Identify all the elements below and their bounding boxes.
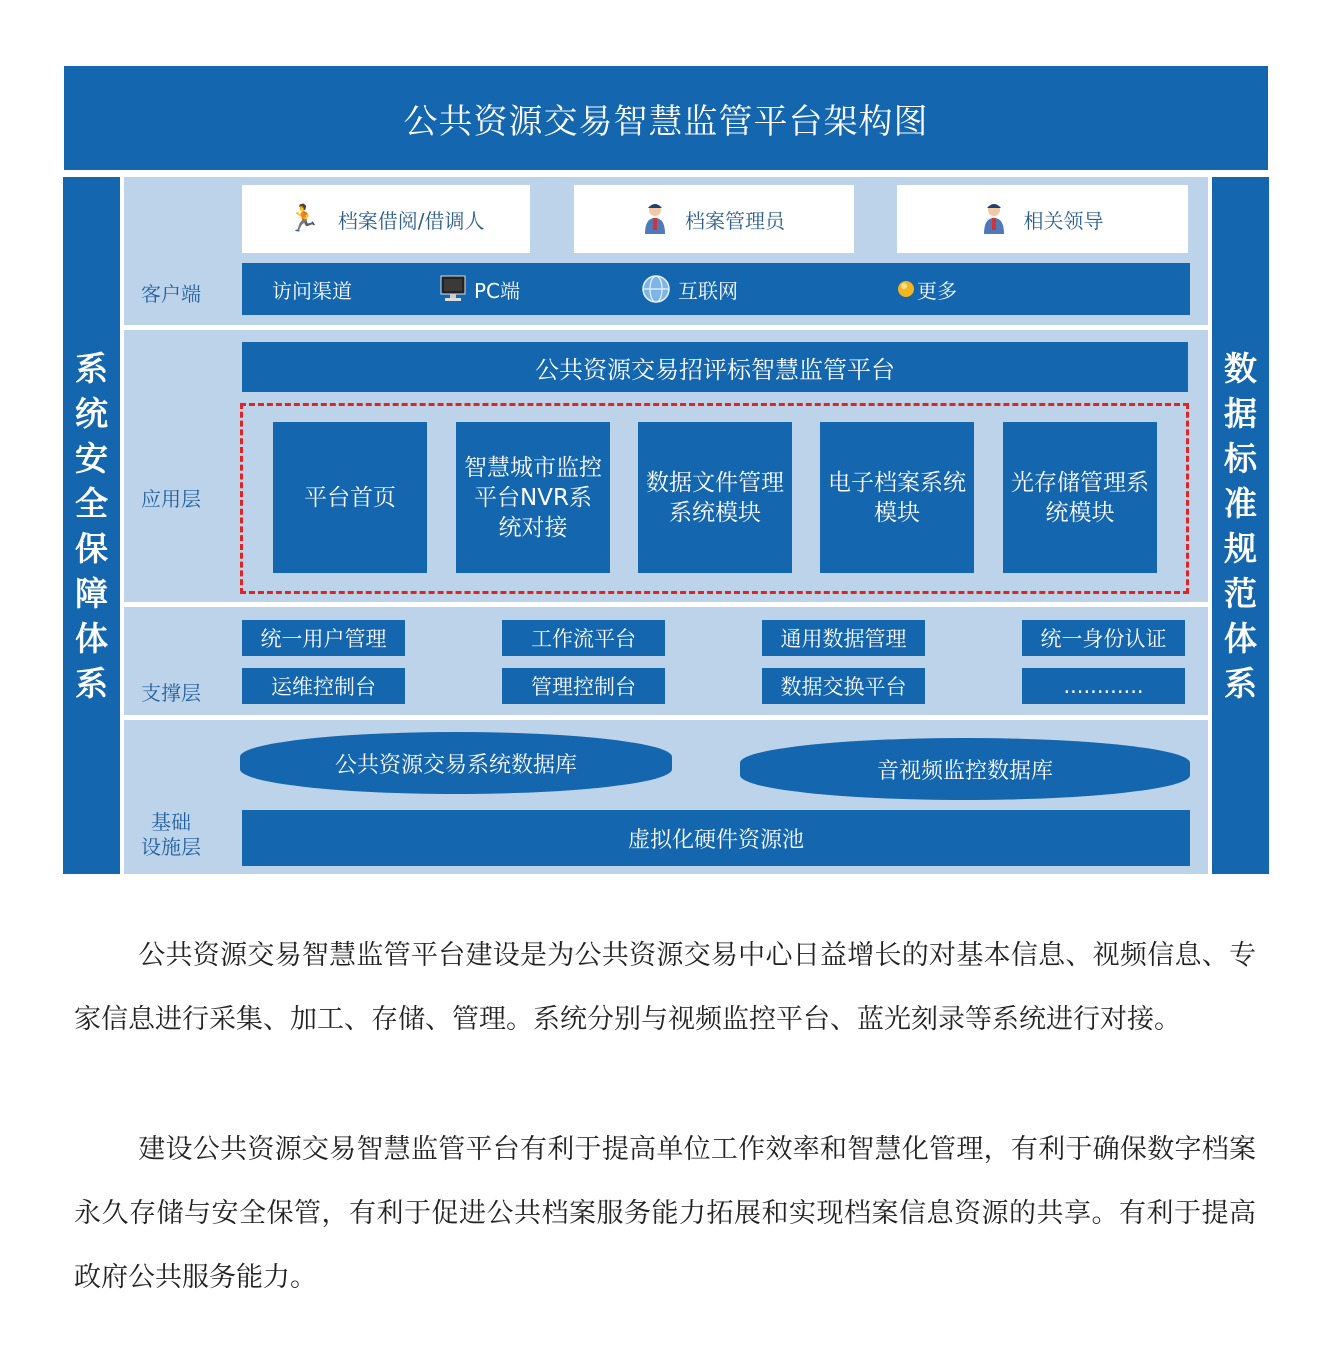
support-item: 工作流平台 — [502, 620, 665, 656]
right-col-char: 标 — [1224, 438, 1257, 478]
left-col-char: 保 — [75, 528, 108, 568]
left-col-char: 体 — [75, 618, 108, 658]
access-channel-bar — [242, 263, 1190, 315]
channel-more — [897, 263, 957, 315]
channel-pc — [440, 263, 520, 315]
module-e-archive: 电子档案系统模块 — [820, 422, 974, 573]
person-icon — [643, 202, 667, 236]
channel-internet — [642, 263, 738, 315]
diagram-title: 公共资源交易智慧监管平台架构图 — [64, 66, 1268, 170]
paragraph-1-text: 公共资源交易智慧监管平台建设是为公共资源交易中心日益增长的对基本信息、视频信息、专家信息进行采集、加工、存储、管理。系统分别与视频监控平台、蓝光刻录等系统进行对接。 — [74, 940, 1256, 1035]
paragraph-2-text: 建设公共资源交易智慧监管平台有利于提高单位工作效率和智慧化管理，有利于确保数字档案永久存储与安全保管，有利于促进公共档案服务能力拓展和实现档案信息资源的共享。有利于提高政府公共服务能力。 — [74, 1134, 1256, 1293]
left-col-char: 系 — [75, 348, 108, 388]
channel-item-label: 互联网 — [678, 278, 738, 303]
support-item: 管理控制台 — [502, 668, 665, 704]
database-av-monitoring: 音视频监控数据库 — [740, 738, 1190, 800]
computer-icon — [440, 275, 466, 303]
platform-bar: 公共资源交易招评标智慧监管平台 — [242, 342, 1188, 392]
user-label: 相关领导 — [1023, 208, 1104, 233]
user-leader — [897, 185, 1188, 253]
user-label: 档案借阅/借调人 — [337, 208, 485, 233]
running-person-icon: 🏃 — [287, 204, 320, 234]
module-optical-storage: 光存储管理系统模块 — [1003, 422, 1157, 573]
support-item: 统一身份认证 — [1022, 620, 1185, 656]
infra-label-line1: 基础 — [151, 810, 191, 834]
user-label: 档案管理员 — [685, 208, 785, 233]
paragraph-1 — [74, 924, 1256, 1052]
data-standard-column — [1212, 177, 1269, 874]
support-layer-label: 支撑层 — [141, 681, 201, 705]
support-item: 数据交换平台 — [762, 668, 925, 704]
left-col-char: 障 — [75, 573, 108, 613]
right-col-char: 体 — [1224, 618, 1257, 658]
left-col-char: 系 — [75, 663, 108, 703]
user-borrower — [242, 185, 530, 253]
left-col-char: 统 — [75, 393, 108, 433]
module-nvr: 智慧城市监控平台NVR系统对接 — [456, 422, 610, 573]
right-col-char: 据 — [1224, 393, 1257, 433]
channel-item-label: PC端 — [474, 278, 521, 303]
right-col-char: 数 — [1224, 348, 1257, 388]
client-layer-label: 客户端 — [141, 282, 201, 306]
paragraph-2 — [74, 1118, 1256, 1310]
person-icon — [982, 202, 1006, 236]
infra-layer-label — [121, 810, 221, 860]
module-data-file: 数据文件管理系统模块 — [638, 422, 792, 573]
hardware-resource-pool: 虚拟化硬件资源池 — [242, 810, 1190, 866]
database-public-resource: 公共资源交易系统数据库 — [240, 732, 672, 794]
app-layer-label: 应用层 — [141, 487, 201, 511]
support-item: ............ — [1022, 668, 1185, 704]
support-item: 运维控制台 — [242, 668, 405, 704]
globe-icon — [642, 275, 670, 303]
left-col-char: 安 — [75, 438, 108, 478]
yellow-dot-icon — [897, 280, 915, 298]
right-col-char: 规 — [1224, 528, 1257, 568]
left-col-char: 全 — [75, 483, 108, 523]
support-item: 统一用户管理 — [242, 620, 405, 656]
module-home: 平台首页 — [273, 422, 427, 573]
user-archivist — [574, 185, 854, 253]
channel-label: 访问渠道 — [272, 278, 352, 303]
infra-label-line2: 设施层 — [141, 835, 201, 859]
right-col-char: 准 — [1224, 483, 1257, 523]
security-system-column — [63, 177, 120, 874]
right-col-char: 系 — [1224, 663, 1257, 703]
right-col-char: 范 — [1224, 573, 1257, 613]
support-item: 通用数据管理 — [762, 620, 925, 656]
channel-item-label: 更多 — [917, 278, 957, 303]
